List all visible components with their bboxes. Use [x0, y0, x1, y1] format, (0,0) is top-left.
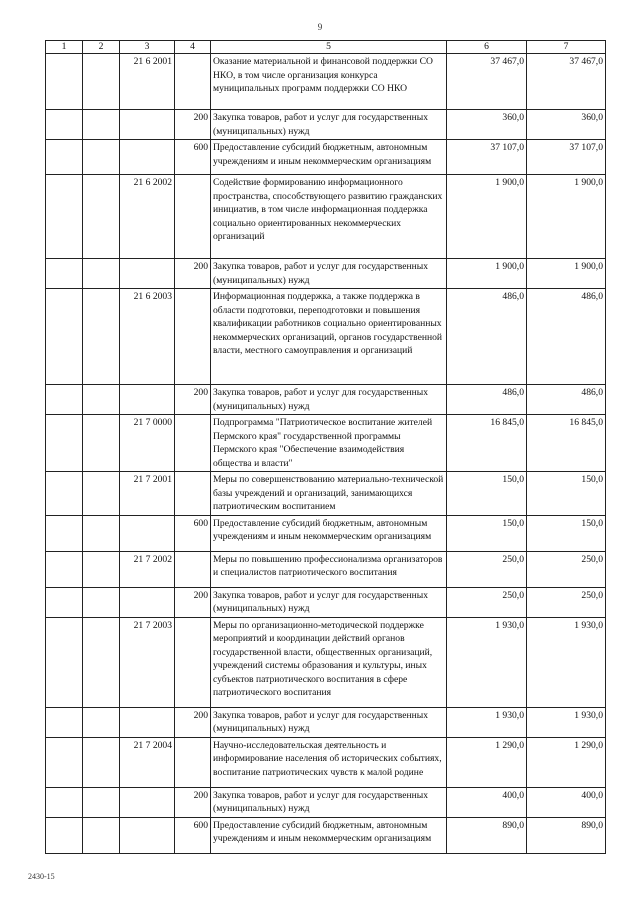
- table-row: [46, 515, 606, 551]
- cell-col1: [46, 259, 83, 289]
- amount-col7: 150,0: [527, 515, 606, 551]
- amount-col7: 250,0: [527, 587, 606, 617]
- footer-code: 2430-15: [28, 872, 55, 881]
- cell-col2: [83, 707, 120, 737]
- target-article-code: 21 6 2001: [120, 54, 175, 110]
- amount-col6: 37 467,0: [447, 54, 527, 110]
- amount-col6: 360,0: [447, 110, 527, 140]
- amount-col7: 400,0: [527, 787, 606, 817]
- item-description: Закупка товаров, работ и услуг для государственных (муниципальных) нужд: [211, 110, 447, 140]
- column-header-6: 6: [447, 41, 527, 54]
- amount-col7: 890,0: [527, 817, 606, 853]
- cell-col2: [83, 817, 120, 853]
- amount-col6: 250,0: [447, 587, 527, 617]
- target-article-code: [120, 587, 175, 617]
- amount-col6: 400,0: [447, 787, 527, 817]
- amount-col6: 486,0: [447, 289, 527, 385]
- target-article-code: [120, 707, 175, 737]
- item-description: Предоставление субсидий бюджетным, автономным учреждениям и иным некоммерческим организациям: [211, 515, 447, 551]
- table-row: [46, 707, 606, 737]
- expense-type-code: 600: [175, 515, 211, 551]
- amount-col6: 1 930,0: [447, 707, 527, 737]
- cell-col2: [83, 515, 120, 551]
- item-description: Закупка товаров, работ и услуг для государственных (муниципальных) нужд: [211, 707, 447, 737]
- amount-col7: 37 467,0: [527, 54, 606, 110]
- target-article-code: [120, 385, 175, 415]
- target-article-code: 21 7 2004: [120, 737, 175, 787]
- cell-col1: [46, 175, 83, 259]
- target-article-code: [120, 259, 175, 289]
- amount-col6: 250,0: [447, 551, 527, 587]
- table-row: [46, 587, 606, 617]
- amount-col6: 150,0: [447, 472, 527, 516]
- target-article-code: 21 7 2001: [120, 472, 175, 516]
- cell-col2: [83, 385, 120, 415]
- target-article-code: [120, 787, 175, 817]
- expense-type-code: [175, 54, 211, 110]
- target-article-code: 21 6 2002: [120, 175, 175, 259]
- cell-col2: [83, 289, 120, 385]
- cell-col2: [83, 140, 120, 175]
- expense-type-code: [175, 175, 211, 259]
- table-header: [46, 41, 606, 54]
- cell-col1: [46, 289, 83, 385]
- target-article-code: [120, 817, 175, 853]
- table-row: [46, 737, 606, 787]
- cell-col1: [46, 385, 83, 415]
- item-description: Закупка товаров, работ и услуг для государственных (муниципальных) нужд: [211, 259, 447, 289]
- target-article-code: 21 7 2003: [120, 617, 175, 707]
- amount-col6: 1 290,0: [447, 737, 527, 787]
- amount-col7: 1 290,0: [527, 737, 606, 787]
- cell-col1: [46, 140, 83, 175]
- amount-col6: 37 107,0: [447, 140, 527, 175]
- table-row: [46, 140, 606, 175]
- item-description: Меры по повышению профессионализма организаторов и специалистов патриотического воспитания: [211, 551, 447, 587]
- header-row: [46, 41, 606, 54]
- expense-type-code: 200: [175, 385, 211, 415]
- expense-type-code: [175, 289, 211, 385]
- column-header-1: 1: [46, 41, 83, 54]
- column-header-7: 7: [527, 41, 606, 54]
- amount-col7: 1 930,0: [527, 707, 606, 737]
- table-row: [46, 787, 606, 817]
- table-row: [46, 472, 606, 516]
- cell-col1: [46, 110, 83, 140]
- expense-type-code: 600: [175, 817, 211, 853]
- amount-col7: 486,0: [527, 289, 606, 385]
- target-article-code: 21 7 0000: [120, 415, 175, 472]
- cell-col1: [46, 54, 83, 110]
- expense-type-code: 600: [175, 140, 211, 175]
- cell-col1: [46, 817, 83, 853]
- target-article-code: [120, 515, 175, 551]
- amount-col7: 16 845,0: [527, 415, 606, 472]
- amount-col6: 16 845,0: [447, 415, 527, 472]
- cell-col1: [46, 587, 83, 617]
- cell-col2: [83, 617, 120, 707]
- item-description: Меры по совершенствованию материально-технической базы учреждений и организаций, занимающихся патриотическим воспитанием: [211, 472, 447, 516]
- table-row: [46, 617, 606, 707]
- table-row: [46, 54, 606, 110]
- expense-type-code: [175, 737, 211, 787]
- item-description: Закупка товаров, работ и услуг для государственных (муниципальных) нужд: [211, 587, 447, 617]
- expense-type-code: [175, 415, 211, 472]
- expense-type-code: [175, 472, 211, 516]
- expense-type-code: 200: [175, 787, 211, 817]
- amount-col6: 150,0: [447, 515, 527, 551]
- cell-col2: [83, 587, 120, 617]
- cell-col1: [46, 415, 83, 472]
- budget-table: [45, 40, 606, 854]
- amount-col6: 486,0: [447, 385, 527, 415]
- amount-col7: 1 900,0: [527, 175, 606, 259]
- cell-col1: [46, 617, 83, 707]
- table-row: [46, 110, 606, 140]
- amount-col7: 250,0: [527, 551, 606, 587]
- table-row: [46, 817, 606, 853]
- expense-type-code: 200: [175, 707, 211, 737]
- cell-col2: [83, 415, 120, 472]
- cell-col2: [83, 787, 120, 817]
- item-description: Меры по организационно-методической поддержке мероприятий и координации действий органов государственной власти, общественных организаций, учреждений системы образования и культуры, иных субъектов патриотического воспитания в сфере патриотического воспитания: [211, 617, 447, 707]
- table-row: [46, 385, 606, 415]
- table-row: [46, 551, 606, 587]
- item-description: Подпрограмма "Патриотическое воспитание жителей Пермского края" государственной программы Пермского края "Обеспечение взаимодействия общества и власти": [211, 415, 447, 472]
- table-row: [46, 259, 606, 289]
- target-article-code: 21 7 2002: [120, 551, 175, 587]
- cell-col2: [83, 110, 120, 140]
- amount-col6: 1 930,0: [447, 617, 527, 707]
- item-description: Закупка товаров, работ и услуг для государственных (муниципальных) нужд: [211, 787, 447, 817]
- target-article-code: 21 6 2003: [120, 289, 175, 385]
- amount-col7: 486,0: [527, 385, 606, 415]
- item-description: Научно-исследовательская деятельность и информирование населения об исторических событиях, воспитание патриотических чувств к малой родине: [211, 737, 447, 787]
- cell-col2: [83, 54, 120, 110]
- cell-col1: [46, 737, 83, 787]
- cell-col1: [46, 551, 83, 587]
- column-header-2: 2: [83, 41, 120, 54]
- amount-col7: 37 107,0: [527, 140, 606, 175]
- amount-col7: 360,0: [527, 110, 606, 140]
- table-row: [46, 415, 606, 472]
- page-number: 9: [317, 22, 323, 32]
- cell-col2: [83, 175, 120, 259]
- item-description: Предоставление субсидий бюджетным, автономным учреждениям и иным некоммерческим организациям: [211, 817, 447, 853]
- column-header-3: 3: [120, 41, 175, 54]
- amount-col6: 1 900,0: [447, 175, 527, 259]
- item-description: Предоставление субсидий бюджетным, автономным учреждениям и иным некоммерческим организациям: [211, 140, 447, 175]
- cell-col2: [83, 737, 120, 787]
- item-description: Содействие формированию информационного пространства, способствующего развитию гражданских инициатив, в том числе информационная поддержка социально ориентированных некоммерческих организаций: [211, 175, 447, 259]
- cell-col1: [46, 787, 83, 817]
- amount-col6: 1 900,0: [447, 259, 527, 289]
- amount-col7: 1 930,0: [527, 617, 606, 707]
- column-header-4: 4: [175, 41, 211, 54]
- expense-type-code: [175, 551, 211, 587]
- item-description: Оказание материальной и финансовой поддержки СО НКО, в том числе организация конкурса муниципальных программ поддержки СО НКО: [211, 54, 447, 110]
- cell-col2: [83, 259, 120, 289]
- cell-col1: [46, 707, 83, 737]
- item-description: Информационная поддержка, а также поддержка в области подготовки, переподготовки и повышения квалификации работников социально ориентированных некоммерческих организаций, органов государственной власти, местного самоуправления и организаций: [211, 289, 447, 385]
- cell-col1: [46, 515, 83, 551]
- cell-col2: [83, 551, 120, 587]
- cell-col2: [83, 472, 120, 516]
- target-article-code: [120, 110, 175, 140]
- expense-type-code: 200: [175, 587, 211, 617]
- target-article-code: [120, 140, 175, 175]
- table-row: [46, 289, 606, 385]
- column-header-5: 5: [211, 41, 447, 54]
- table-row: [46, 175, 606, 259]
- item-description: Закупка товаров, работ и услуг для государственных (муниципальных) нужд: [211, 385, 447, 415]
- cell-col1: [46, 472, 83, 516]
- amount-col6: 890,0: [447, 817, 527, 853]
- table-body: [46, 54, 606, 854]
- amount-col7: 150,0: [527, 472, 606, 516]
- amount-col7: 1 900,0: [527, 259, 606, 289]
- expense-type-code: 200: [175, 259, 211, 289]
- expense-type-code: [175, 617, 211, 707]
- expense-type-code: 200: [175, 110, 211, 140]
